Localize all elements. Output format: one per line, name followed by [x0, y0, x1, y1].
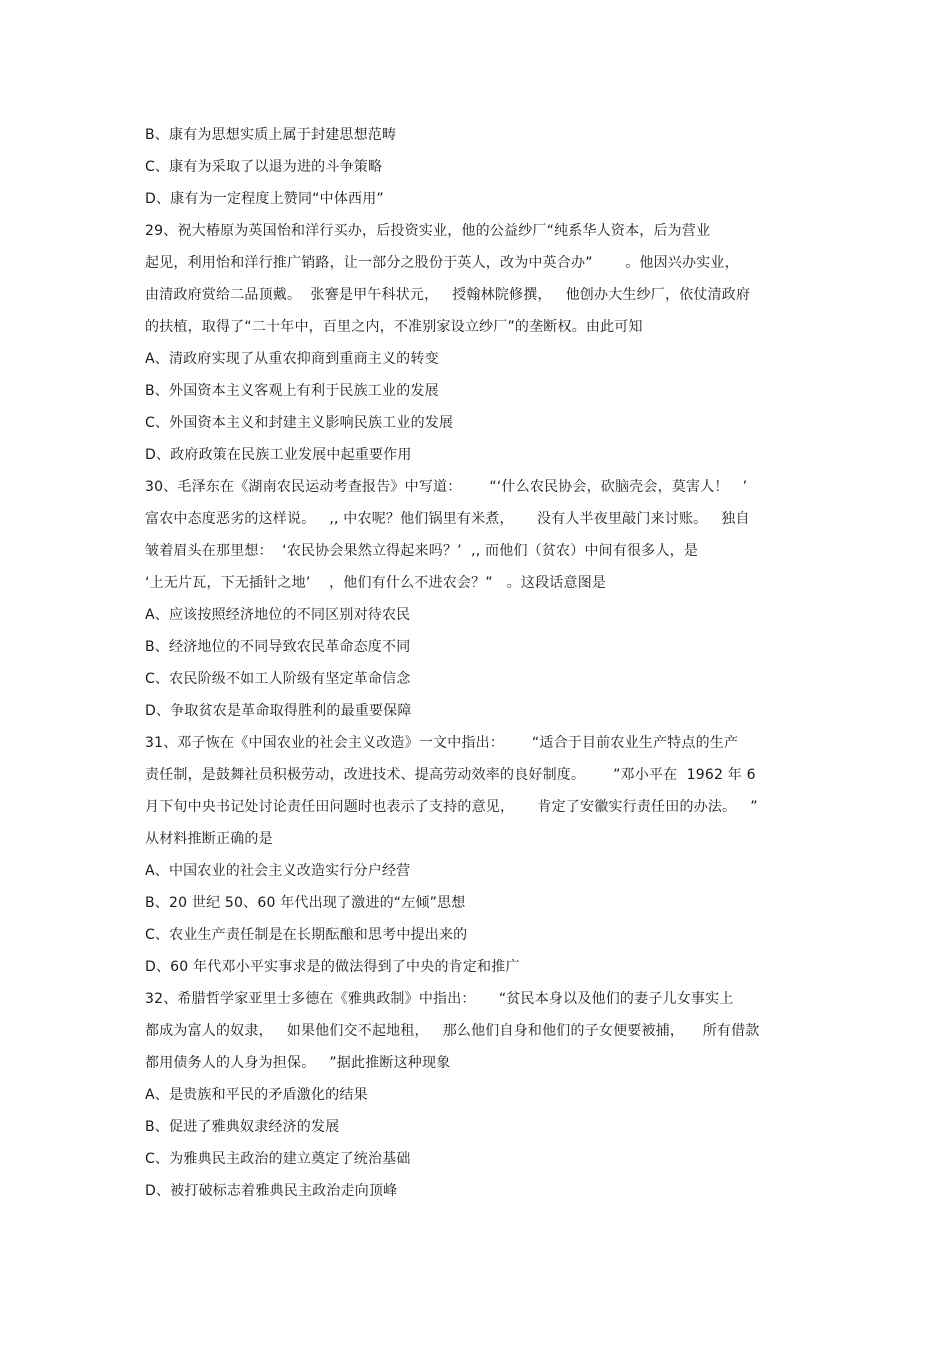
option-28-c: C、康有为采取了以退为进的斗争策略: [145, 159, 383, 175]
option-31-c: C、农业生产责任制是在长期酝酿和思考中提出来的: [145, 927, 468, 943]
question-32-line-2: 都成为富人的奴隶， 如果他们交不起地租， 那么他们自身和他们的子女便要被捕， 所有借款: [145, 1023, 760, 1039]
question-29-line-4: 的扶植，取得了“二十年中，百里之内，不准别家设立纱厂”的垄断权。由此可知: [145, 319, 643, 335]
option-31-a: A、中国农业的社会主义改造实行分户经营: [145, 863, 411, 879]
option-29-d: D、政府政策在民族工业发展中起重要作用: [145, 447, 412, 463]
option-29-c: C、外国资本主义和封建主义影响民族工业的发展: [145, 415, 454, 431]
option-30-a: A、应该按照经济地位的不同区别对待农民: [145, 607, 411, 623]
option-28-d: D、康有为一定程度上赞同“中体西用”: [145, 191, 384, 207]
option-32-d: D、被打破标志着雅典民主政治走向顶峰: [145, 1183, 398, 1199]
question-30-line-1: 30、毛泽东在《湖南农民运动考查报告》中写道： “‘什么农民协会，砍脑壳会，莫害人！ ’: [145, 479, 748, 495]
question-30-line-3: 皱着眉头在那里想： ‘农民协会果然立得起来吗？’ ,, 而他们（贫农）中间有很多人，是: [145, 543, 699, 559]
option-28-b: B、康有为思想实质上属于封建思想范畴: [145, 127, 397, 143]
option-31-b: B、20 世纪 50、60 年代出现了激进的“左倾”思想: [145, 895, 466, 911]
question-29-line-2: 起见，利用怡和洋行推广销路，让一部分之股份于英人，改为中英合办” 。他因兴办实业，: [145, 255, 739, 271]
option-30-c: C、农民阶级不如工人阶级有坚定革命信念: [145, 671, 411, 687]
option-32-a: A、是贵族和平民的矛盾激化的结果: [145, 1087, 368, 1103]
option-30-d: D、争取贫农是革命取得胜利的最重要保障: [145, 703, 412, 719]
question-32-line-3: 都用债务人的人身为担保。 ”据此推断这种现象: [145, 1055, 451, 1071]
question-31-line-2: 责任制，是鼓舞社员积极劳动，改进技术、提高劳动效率的良好制度。 ”邓小平在 1962 年 6: [145, 767, 756, 783]
question-32-line-1: 32、希腊哲学家亚里士多德在《雅典政制》中指出： “贫民本身以及他们的妻子儿女事实上: [145, 991, 734, 1007]
question-31-line-3: 月下旬中央书记处讨论责任田问题时也表示了支持的意见， 肯定了安徽实行责任田的办法。 ”: [145, 799, 758, 815]
question-30-line-2: 富农中态度恶劣的这样说。 ,, 中农呢？他们锅里有米煮， 没有人半夜里敲门来讨账。 独自: [145, 511, 750, 527]
option-29-a: A、清政府实现了从重农抑商到重商主义的转变: [145, 351, 439, 367]
question-31-line-4: 从材料推断正确的是: [145, 831, 273, 847]
option-30-b: B、经济地位的不同导致农民革命态度不同: [145, 639, 411, 655]
question-31-line-1: 31、邓子恢在《中国农业的社会主义改造》一文中指出： “适合于目前农业生产特点的生产: [145, 735, 739, 751]
option-32-c: C、为雅典民主政治的建立奠定了统治基础: [145, 1151, 411, 1167]
question-30-line-4: ‘上无片瓦，下无插针之地’ ，他们有什么不进农会？” 。这段话意图是: [145, 575, 607, 591]
question-29-line-3: 由清政府赏给二品顶戴。 张謇是甲午科状元， 授翰林院修撰， 他创办大生纱厂，依仗清政府: [145, 287, 751, 303]
option-31-d: D、60 年代邓小平实事求是的做法得到了中央的肯定和推广: [145, 959, 520, 975]
question-29-line-1: 29、祝大椿原为英国怡和洋行买办，后投资实业，他的公益纱厂“纯系华人资本，后为营业: [145, 223, 711, 239]
option-29-b: B、外国资本主义客观上有利于民族工业的发展: [145, 383, 439, 399]
option-32-b: B、促进了雅典奴隶经济的发展: [145, 1119, 340, 1135]
